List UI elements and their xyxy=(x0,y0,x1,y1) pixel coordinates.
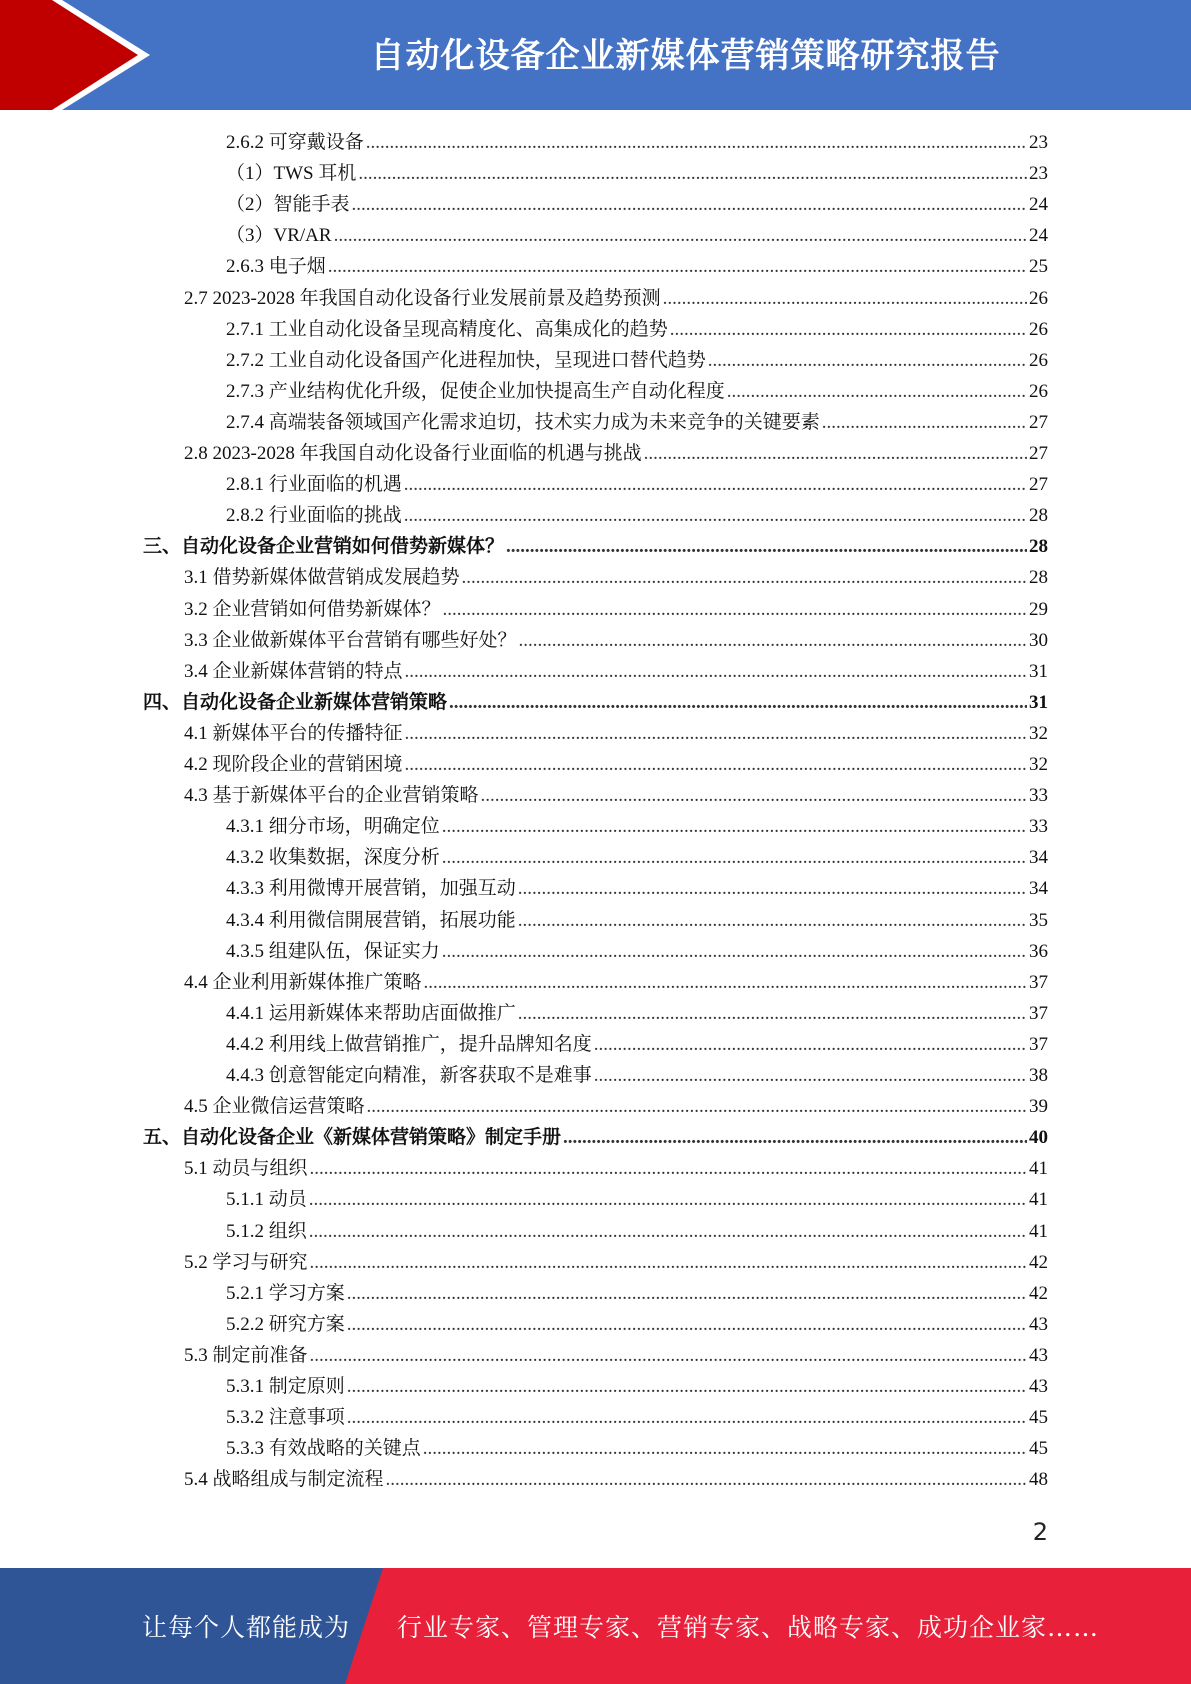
toc-entry-label: 2.6.2 可穿戴设备 xyxy=(226,132,364,153)
toc-leader-dots xyxy=(462,562,1027,593)
toc-leader-dots xyxy=(518,905,1027,936)
toc-leader-dots xyxy=(442,811,1027,842)
toc-entry[interactable] xyxy=(226,158,1048,189)
toc-entry-page: 33 xyxy=(1029,785,1048,807)
toc-leader-dots xyxy=(347,1371,1027,1402)
toc-entry-label: 3.1 借势新媒体做营销成发展趋势 xyxy=(184,567,460,589)
toc-entry[interactable] xyxy=(226,189,1048,220)
toc-entry-label: 4.3.3 利用微博开展营销，加强互动 xyxy=(226,878,516,900)
toc-leader-dots xyxy=(405,718,1027,749)
toc-entry-page: 24 xyxy=(1029,225,1048,247)
toc-entry[interactable] xyxy=(184,656,1048,687)
toc-entry-page: 26 xyxy=(1029,380,1048,402)
toc-leader-dots xyxy=(449,687,1027,718)
toc-entry-page: 35 xyxy=(1029,909,1048,931)
footer-slogan-left: 让每个人都能成为 xyxy=(142,1613,351,1642)
toc-leader-dots xyxy=(347,1278,1027,1309)
toc-entry-page: 37 xyxy=(1029,1033,1048,1055)
toc-leader-dots xyxy=(481,780,1027,811)
toc-entry-page: 37 xyxy=(1029,1002,1048,1024)
toc-entry-page: 43 xyxy=(1029,1376,1048,1397)
toc-entry[interactable] xyxy=(226,127,1048,158)
toc-leader-dots xyxy=(367,1091,1027,1122)
toc-entry-page: 23 xyxy=(1029,163,1048,185)
toc-entry-page: 38 xyxy=(1029,1065,1048,1086)
toc-entry-label: 5.3.3 有效战略的关键点 xyxy=(226,1438,421,1460)
toc-entry[interactable] xyxy=(184,562,1048,593)
toc-entry-label: 5.3 制定前准备 xyxy=(184,1344,308,1366)
toc-entry-label: 5.2.1 学习方案 xyxy=(226,1282,345,1304)
toc-leader-dots xyxy=(822,407,1027,438)
toc-entry[interactable] xyxy=(143,1122,1048,1153)
toc-entry[interactable] xyxy=(226,905,1048,936)
toc-entry-label: 五、自动化设备企业《新媒体营销策略》制定手册 xyxy=(143,1127,562,1149)
toc-entry-label: 2.7 2023-2028 年我国自动化设备行业发展前景及趋势预测 xyxy=(184,287,661,309)
toc-entry-label: 4.4 企业利用新媒体推广策略 xyxy=(184,971,422,993)
toc-leader-dots xyxy=(519,625,1027,656)
toc-entry[interactable] xyxy=(226,1060,1048,1091)
toc-entry-page: 27 xyxy=(1029,443,1048,464)
toc-leader-dots xyxy=(506,531,1027,562)
toc-entry-page: 39 xyxy=(1029,1096,1048,1118)
toc-entry[interactable] xyxy=(184,780,1048,811)
toc-leader-dots xyxy=(442,936,1027,967)
toc-entry[interactable] xyxy=(226,811,1048,842)
toc-entry[interactable] xyxy=(184,594,1048,625)
toc-entry-label: 4.4.3 创意智能定向精准，新客获取不是难事 xyxy=(226,1065,592,1086)
toc-leader-dots xyxy=(405,656,1027,687)
toc-entry-page: 32 xyxy=(1029,722,1048,744)
toc-leader-dots xyxy=(518,998,1027,1029)
toc-leader-dots xyxy=(386,1464,1027,1495)
toc-entry-label: 5.3.1 制定原则 xyxy=(226,1376,345,1397)
toc-entry-label: 4.2 现阶段企业的营销困境 xyxy=(184,754,403,775)
toc-leader-dots xyxy=(663,283,1027,314)
toc-entry-label: 2.6.3 电子烟 xyxy=(226,256,326,278)
toc-leader-dots xyxy=(366,127,1027,158)
toc-entry-label: 5.1.2 组织 xyxy=(226,1220,307,1242)
toc-entry-label: 2.7.3 产业结构优化升级，促使企业加快提高生产自动化程度 xyxy=(226,380,725,402)
toc-entry[interactable] xyxy=(226,1402,1048,1433)
toc-entry-label: 3.3 企业做新媒体平台营销有哪些好处？ xyxy=(184,629,517,651)
toc-entry[interactable] xyxy=(143,531,1048,562)
toc-entry[interactable] xyxy=(226,314,1048,345)
toc-entry-page: 28 xyxy=(1029,567,1048,589)
toc-leader-dots xyxy=(352,189,1027,220)
toc-entry-page: 27 xyxy=(1029,474,1048,496)
toc-entry-page: 31 xyxy=(1029,691,1048,713)
toc-leader-dots xyxy=(405,749,1027,780)
toc-entry-label: 5.3.2 注意事项 xyxy=(226,1407,345,1429)
toc-entry-page: 42 xyxy=(1029,1251,1048,1273)
toc-entry-page: 29 xyxy=(1029,598,1048,620)
toc-entry-page: 37 xyxy=(1029,971,1048,993)
toc-entry-page: 31 xyxy=(1029,660,1048,682)
footer-banner xyxy=(0,1568,1191,1684)
toc-leader-dots xyxy=(443,594,1027,625)
toc-leader-dots xyxy=(347,1309,1027,1340)
toc-entry-label: （2）智能手表 xyxy=(226,194,350,216)
toc-entry[interactable] xyxy=(143,687,1048,718)
toc-entry-page: 25 xyxy=(1029,256,1048,278)
toc-entry[interactable] xyxy=(226,500,1048,531)
toc-entry[interactable] xyxy=(184,283,1048,314)
toc-entry-page: 26 xyxy=(1029,318,1048,340)
toc-entry-page: 34 xyxy=(1029,878,1048,900)
toc-leader-dots xyxy=(310,1340,1027,1371)
toc-entry-label: 5.2.2 研究方案 xyxy=(226,1313,345,1335)
toc-entry-label: 2.8.2 行业面临的挑战 xyxy=(226,505,402,527)
toc-entry-label: 3.4 企业新媒体营销的特点 xyxy=(184,660,403,682)
toc-entry[interactable] xyxy=(184,967,1048,998)
toc-entry-page: 28 xyxy=(1029,505,1048,527)
toc-entry-page: 23 xyxy=(1029,132,1048,153)
header-title: 自动化设备企业新媒体营销策略研究报告 xyxy=(370,35,1001,76)
toc-entry-page: 42 xyxy=(1029,1282,1048,1304)
header-banner xyxy=(0,0,1191,110)
toc-entry[interactable] xyxy=(226,1029,1048,1060)
toc-entry[interactable] xyxy=(184,1340,1048,1371)
toc-entry-page: 45 xyxy=(1029,1438,1048,1460)
toc-entry[interactable] xyxy=(184,1153,1048,1184)
toc-entry-label: 4.4.2 利用线上做营销推广，提升品牌知名度 xyxy=(226,1033,592,1055)
toc-entry[interactable] xyxy=(226,1309,1048,1340)
toc-entry[interactable] xyxy=(184,718,1048,749)
toc-entry-page: 40 xyxy=(1029,1127,1048,1149)
toc-entry-label: 4.3.1 细分市场，明确定位 xyxy=(226,816,440,838)
toc-entry-label: 2.8 2023-2028 年我国自动化设备行业面临的机遇与挑战 xyxy=(184,443,642,464)
toc-entry-label: 四、自动化设备企业新媒体营销策略 xyxy=(143,691,448,713)
toc-entry[interactable] xyxy=(184,749,1048,780)
footer-slogan-right: 行业专家、管理专家、营销专家、战略专家、成功企业家…… xyxy=(397,1613,1100,1642)
toc-entry-label: 3.2 企业营销如何借势新媒体？ xyxy=(184,598,441,620)
toc-entry[interactable] xyxy=(226,1433,1048,1464)
toc-entry-page: 36 xyxy=(1029,940,1048,962)
toc-leader-dots xyxy=(310,1247,1027,1278)
toc-leader-dots xyxy=(347,1402,1027,1433)
toc-entry-page: 45 xyxy=(1029,1407,1048,1429)
toc-entry-label: 4.4.1 运用新媒体来帮助店面做推广 xyxy=(226,1002,516,1024)
toc-entry[interactable] xyxy=(184,625,1048,656)
toc-entry-label: 5.4 战略组成与制定流程 xyxy=(184,1469,384,1491)
toc-entry-label: 2.7.1 工业自动化设备呈现高精度化、高集成化的趋势 xyxy=(226,318,668,340)
toc-entry[interactable] xyxy=(226,1371,1048,1402)
toc-leader-dots xyxy=(404,500,1027,531)
toc-leader-dots xyxy=(358,158,1027,189)
toc-leader-dots xyxy=(442,842,1027,873)
toc-entry-label: 4.5 企业微信运营策略 xyxy=(184,1096,365,1118)
toc-leader-dots xyxy=(563,1122,1027,1153)
toc-entry-label: 三、自动化设备企业营销如何借势新媒体？ xyxy=(143,536,505,558)
toc-leader-dots xyxy=(423,1433,1027,1464)
toc-entry-label: 4.3 基于新媒体平台的企业营销策略 xyxy=(184,785,479,807)
toc-entry-page: 28 xyxy=(1029,536,1048,558)
toc-entry-page: 41 xyxy=(1029,1220,1048,1242)
toc-entry-page: 30 xyxy=(1029,629,1048,651)
toc-entry-page: 41 xyxy=(1029,1189,1048,1211)
toc-leader-dots xyxy=(518,873,1027,904)
toc-entry[interactable] xyxy=(226,842,1048,873)
toc-leader-dots xyxy=(310,1153,1027,1184)
toc-entry-label: 2.8.1 行业面临的机遇 xyxy=(226,474,402,496)
toc-leader-dots xyxy=(404,469,1027,500)
toc-entry-label: 5.1.1 动员 xyxy=(226,1189,307,1211)
toc-entry[interactable] xyxy=(184,1091,1048,1122)
toc-leader-dots xyxy=(644,438,1027,469)
toc-entry[interactable] xyxy=(226,936,1048,967)
page-number: 2 xyxy=(1032,1518,1048,1546)
toc-leader-dots xyxy=(309,1184,1027,1215)
toc-entry[interactable] xyxy=(226,873,1048,904)
toc-entry-page: 32 xyxy=(1029,754,1048,775)
toc-entry-label: 5.2 学习与研究 xyxy=(184,1251,308,1273)
toc-leader-dots xyxy=(309,1216,1027,1247)
toc-leader-dots xyxy=(424,967,1027,998)
toc-entry-label: 5.1 动员与组织 xyxy=(184,1158,308,1180)
toc-entry-label: 2.7.4 高端装备领域国产化需求迫切，技术实力成为未来竞争的关键要素 xyxy=(226,411,820,433)
toc-entry-page: 24 xyxy=(1029,194,1048,216)
toc-entry[interactable] xyxy=(226,251,1048,282)
toc-leader-dots xyxy=(334,220,1027,251)
toc-entry-page: 27 xyxy=(1029,411,1048,433)
toc-entry-page: 43 xyxy=(1029,1344,1048,1366)
toc-leader-dots xyxy=(594,1029,1027,1060)
toc-entry[interactable] xyxy=(226,220,1048,251)
toc-entry[interactable] xyxy=(226,407,1048,438)
toc-entry-page: 34 xyxy=(1029,847,1048,869)
toc-entry-label: 4.1 新媒体平台的传播特征 xyxy=(184,722,403,744)
toc-leader-dots xyxy=(328,251,1027,282)
toc-entry-page: 41 xyxy=(1029,1158,1048,1180)
toc-entry-page: 26 xyxy=(1029,349,1048,371)
toc-entry-page: 48 xyxy=(1029,1469,1048,1491)
toc-entry[interactable] xyxy=(226,376,1048,407)
toc-entry[interactable] xyxy=(226,1216,1048,1247)
toc-entry-page: 33 xyxy=(1029,816,1048,838)
toc-leader-dots xyxy=(594,1060,1027,1091)
toc-entry-page: 26 xyxy=(1029,287,1048,309)
toc-leader-dots xyxy=(727,376,1027,407)
toc-entry-label: 2.7.2 工业自动化设备国产化进程加快，呈现进口替代趋势 xyxy=(226,349,706,371)
toc-entry-label: 4.3.2 收集数据，深度分析 xyxy=(226,847,440,869)
toc-entry-page: 43 xyxy=(1029,1313,1048,1335)
toc-leader-dots xyxy=(670,314,1027,345)
toc-entry[interactable] xyxy=(226,469,1048,500)
toc-entry[interactable] xyxy=(226,345,1048,376)
toc-entry-label: 4.3.4 利用微信開展营销，拓展功能 xyxy=(226,909,516,931)
toc-leader-dots xyxy=(708,345,1027,376)
toc-entry-label: （1）TWS 耳机 xyxy=(226,163,357,185)
header-red-arrow xyxy=(0,0,160,110)
toc-entry[interactable] xyxy=(184,438,1048,469)
toc-entry-label: （3）VR/AR xyxy=(226,225,332,247)
toc-entry-label: 4.3.5 组建队伍，保证实力 xyxy=(226,940,440,962)
toc-entry[interactable] xyxy=(226,1278,1048,1309)
toc-entry[interactable] xyxy=(184,1464,1048,1495)
toc-entry[interactable] xyxy=(226,998,1048,1029)
toc-entry[interactable] xyxy=(184,1247,1048,1278)
toc-entry[interactable] xyxy=(226,1184,1048,1215)
